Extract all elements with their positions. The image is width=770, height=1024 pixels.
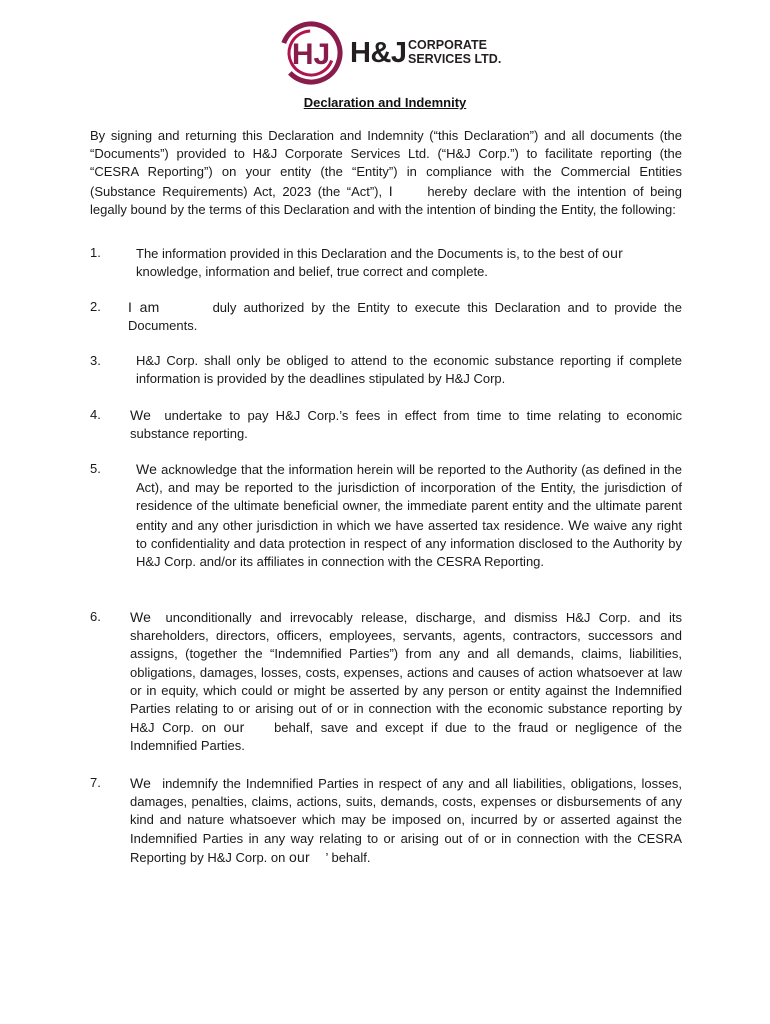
item-fill-2: our bbox=[288, 848, 310, 865]
item-fill: We bbox=[130, 609, 152, 625]
item-number: 6. bbox=[90, 609, 101, 624]
list-item bbox=[90, 774, 682, 867]
item-text-after: unconditionally and irrevocably release, discharge, and dismiss H&J Corp. and its shareholders, directors, officers, employees, servants, agents, contractors, successors and assigns, (together the “Indemnified Parties”) from any and all demands, claims, liabilities, obligations, damages, losses, costs, expenses, actions and causes of action whatsoever at law or in equity, which could or might be asserted by any person or entity against the Indemnified Parties relating to or arising out of or in connection with the economic substance reporting by H&J Corp. on bbox=[130, 610, 682, 736]
logo-name: H&J bbox=[350, 37, 407, 69]
item-text-after: indemnify the Indemnified Parties in respect of any and all liabilities, obligations, losses, damages, penalties, claims, actions, suits, demands, costs, expenses or disbursements of any kind and nature whatsoever which may be imposed on, incurred by or asserted against the Indemnified Parties in any way relating to or arising out of or in connection with the CESRA Reporting by H&J Corp. on bbox=[130, 776, 682, 865]
item-fill: We bbox=[136, 461, 158, 477]
item-fill-2: our bbox=[223, 719, 245, 736]
logo-subtitle bbox=[408, 38, 501, 66]
item-text bbox=[136, 460, 682, 571]
list-item bbox=[90, 352, 682, 388]
item-number: 5. bbox=[90, 461, 101, 476]
item-fill: We bbox=[130, 407, 152, 423]
item-number: 4. bbox=[90, 407, 101, 422]
intro-fill: I bbox=[388, 182, 393, 199]
item-text-before: The information provided in this Declaration and the Documents is, to the best of bbox=[136, 246, 599, 261]
list-item bbox=[90, 460, 682, 571]
company-logo bbox=[278, 20, 518, 86]
item-fill: We bbox=[130, 775, 152, 791]
list-item bbox=[90, 298, 682, 335]
item-fill: I am bbox=[128, 299, 160, 315]
item-text bbox=[130, 406, 682, 443]
list-item bbox=[90, 244, 682, 281]
logo-sub-line1: CORPORATE bbox=[408, 38, 487, 52]
list-item bbox=[90, 608, 682, 756]
item-text bbox=[136, 244, 682, 281]
item-text-after-2: waive any right to confidentiality and data protection in respect of any information disclosed to the Authority by H&J Corp. and/or its affiliates in connection with the CESRA Reporting. bbox=[136, 517, 682, 570]
list-item bbox=[90, 406, 682, 443]
item-text-after: duly authorized by the Entity to execute this Declaration and to provide the Documents. bbox=[128, 300, 682, 334]
item-text bbox=[130, 608, 682, 756]
logo-sub-line2: SERVICES LTD. bbox=[408, 52, 502, 66]
item-text-after: H&J Corp. shall only be obliged to attend to the economic substance reporting if complete information is provided by the deadlines stipulated by H&J Corp. bbox=[136, 353, 682, 387]
item-text bbox=[128, 298, 682, 335]
item-text-after: undertake to pay H&J Corp.’s fees in effect from time to time relating to economic substance reporting. bbox=[130, 408, 682, 442]
item-number: 2. bbox=[90, 299, 101, 314]
hj-monogram-icon bbox=[278, 20, 344, 86]
item-number: 3. bbox=[90, 353, 101, 368]
item-text-after: knowledge, information and belief, true correct and complete. bbox=[136, 264, 488, 280]
item-text bbox=[136, 352, 682, 388]
intro-text-before: By signing and returning this Declaration and Indemnity (“this Declaration”) and all documents (the “Documents”) provided to H&J Corporate Services Ltd. (“H&J Corp.”) to facilitate reporting (the “CESRA Reporting”) on your entity (the “Entity”) in compliance with the Commercial Entities (Substance Requirements) Act, 2023 (the “Act”), bbox=[90, 128, 682, 199]
intro-paragraph bbox=[90, 127, 682, 219]
item-text bbox=[130, 774, 682, 867]
document-title: Declaration and Indemnity bbox=[303, 95, 467, 110]
item-text-after: acknowledge that the information herein will be reported to the Authority (as defined in the Act), and may be reported to the jurisdiction of incorporation of the Entity, the jurisdiction of residence of the ultimate beneficial owner, the immediate parent entity and the ultimate parent entity and any other jurisdiction in which we have asserted tax residence. bbox=[136, 462, 682, 533]
item-number: 1. bbox=[90, 245, 101, 260]
intro-text-after: hereby declare with the intention of being legally bound by the terms of this Declaration and with the intention of binding the Entity, the following: bbox=[90, 183, 682, 217]
item-text-after-2: ’ behalf. bbox=[325, 849, 371, 865]
item-fill: our bbox=[602, 245, 623, 261]
item-number: 7. bbox=[90, 775, 101, 790]
item-text-after-2: behalf, save and except if due to the fraud or negligence of the Indemnified Parties. bbox=[130, 720, 682, 754]
item-fill-2: We bbox=[568, 516, 590, 533]
monogram-text: HJ bbox=[291, 38, 331, 71]
